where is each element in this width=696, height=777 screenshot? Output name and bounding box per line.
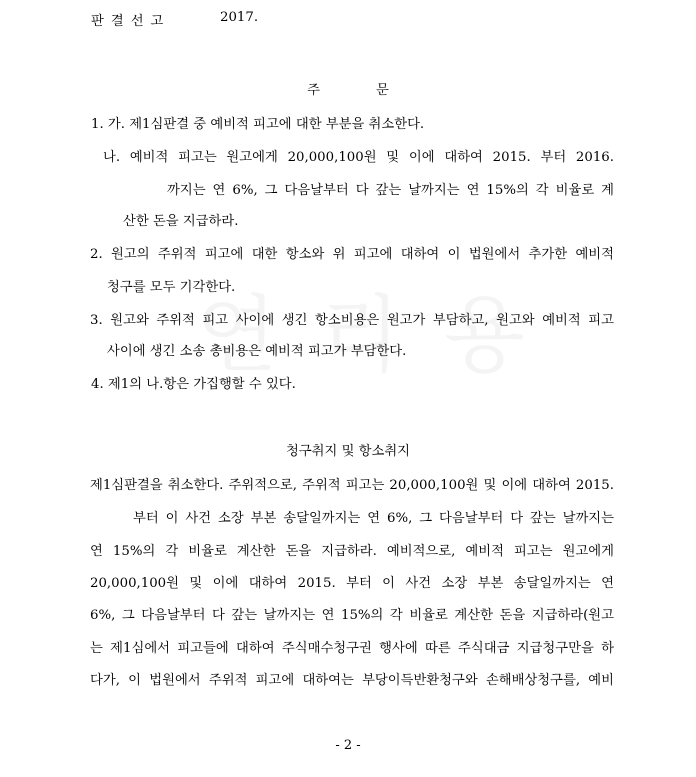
section-title-order-left: 주 xyxy=(307,83,320,98)
order-item-2: 2. 원고의 주위적 피고에 대한 항소와 위 피고에 대하여 이 법원에서 추가한 예비적 xyxy=(90,247,614,262)
judgment-date-value: 2017. xyxy=(220,10,259,25)
order-item-1-b-end: 산한 돈을 지급하라. xyxy=(123,214,239,229)
claims-line-2: 부터 이 사건 소장 부본 송달일까지는 연 6%, 그 다음날부터 다 갚는 날까지는 xyxy=(133,511,614,526)
page-number: - 2 - xyxy=(335,738,361,753)
section-title-order xyxy=(0,79,696,98)
claims-line-6: 는 제1심에서 피고들에 대하여 주식매수청구권 행사에 따른 주식대금 지급청구만을 하 xyxy=(90,641,614,656)
order-item-4: 4. 제1의 나.항은 가집행할 수 있다. xyxy=(91,377,296,392)
judgment-date-label: 판결선고 xyxy=(91,14,171,29)
order-item-3: 3. 원고와 주위적 피고 사이에 생긴 항소비용은 원고가 부담하고, 원고와 예비적 피고 xyxy=(90,313,614,328)
claims-line-7: 다가, 이 법원에서 주위적 피고에 대하여는 부당이득반환청구와 손해배상청구를, 예비 xyxy=(90,673,614,688)
order-item-2-cont: 청구를 모두 기각한다. xyxy=(107,280,236,295)
claims-line-1: 제1심판결을 취소한다. 주위적으로, 주위적 피고는 20,000,100원 및 이에 대하여 2015. xyxy=(90,478,614,493)
section-title-claims: 청구취지 및 항소취지 xyxy=(285,444,411,459)
order-item-1: 1. 가. 제1심판결 중 예비적 피고에 대한 부분을 취소한다. xyxy=(91,117,425,132)
order-item-1-b: 나. 예비적 피고는 원고에게 20,000,100원 및 이에 대하여 2015. 부터 2016. xyxy=(103,150,614,165)
order-item-1-b-cont: 까지는 연 6%, 그 다음날부터 다 갚는 날까지는 연 15%의 각 비율로 계 xyxy=(167,183,614,198)
claims-line-5: 6%, 그 다음날부터 다 갚는 날까지는 연 15%의 각 비율로 계산한 돈을 지급하라(원고 xyxy=(90,608,614,623)
claims-line-4: 20,000,100원 및 이에 대하여 2015. 부터 이 사건 소장 부본 송달일까지는 연 xyxy=(90,576,614,591)
section-title-order-right: 문 xyxy=(376,83,389,98)
claims-line-3: 연 15%의 각 비율로 계산한 돈을 지급하라. 예비적으로, 예비적 피고는 원고에게 xyxy=(90,544,614,559)
order-item-3-cont: 사이에 생긴 소송 총비용은 예비적 피고가 부담한다. xyxy=(107,344,407,359)
